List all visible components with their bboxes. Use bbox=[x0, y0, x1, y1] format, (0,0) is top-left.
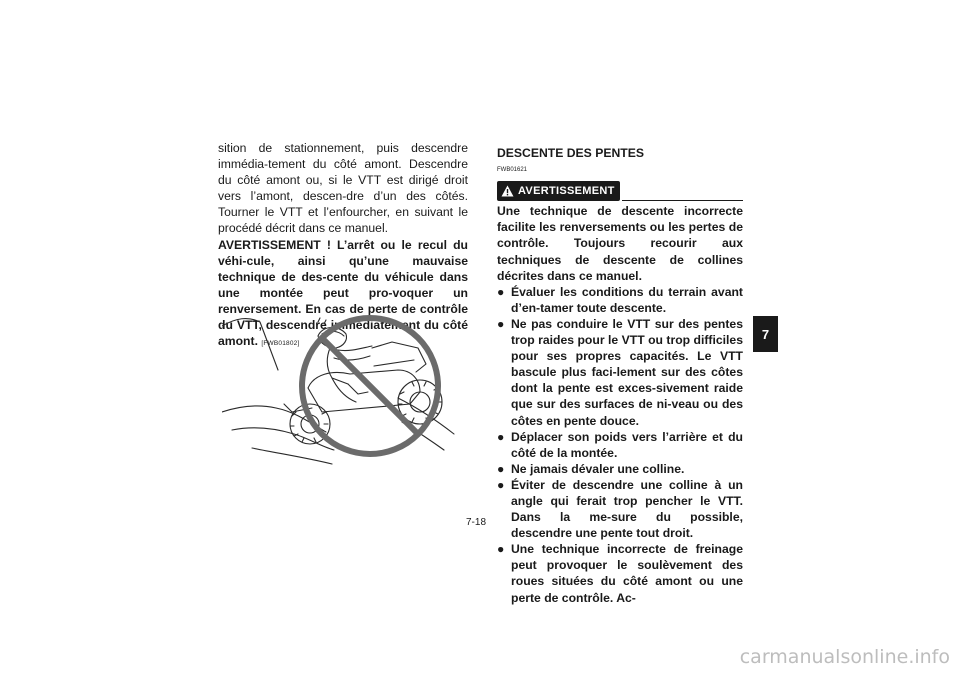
list-item bbox=[497, 284, 743, 316]
list-item-text: Déplacer son poids vers l’arrière et du côté de la montée. bbox=[511, 429, 743, 460]
bullet-icon: ● bbox=[497, 542, 505, 557]
warning-badge bbox=[497, 181, 620, 201]
section-heading: DESCENTE DES PENTES bbox=[497, 146, 644, 160]
list-item-text: Évaluer les conditions du terrain avant d’en-tamer toute descente. bbox=[511, 284, 743, 315]
left-warning-text: AVERTISSEMENT ! L’arrêt ou le recul du véhi-cule, ainsi qu’une mauvaise technique de des-cente du véhicule dans une montée peut pro-voquer un renversement. En cas de perte de contrôle du VTT, descendre immédiatement du côté amont. bbox=[218, 237, 468, 349]
warning-label: AVERTISSEMENT bbox=[518, 185, 615, 198]
list-item-text: Ne jamais dévaler une colline. bbox=[511, 461, 685, 476]
bullet-icon: ● bbox=[497, 461, 505, 476]
watermark: carmanualsonline.info bbox=[739, 646, 950, 668]
atv-downhill-prohibited-illustration bbox=[222, 308, 472, 468]
warning-bullet-list bbox=[497, 284, 743, 606]
list-item-text: Ne pas conduire le VTT sur des pentes trop raides pour le VTT ou trop difficiles pour ses propres capacités. Le VTT bascule plus faci-lement sur des côtes dont la pente est exces-sivement raide que sur des surfaces de ni-veau ou des côtes en pente douce. bbox=[511, 316, 743, 428]
warning-header bbox=[497, 181, 743, 201]
left-warning-code: [FWB01802] bbox=[261, 340, 300, 348]
bullet-icon: ● bbox=[497, 477, 505, 492]
warning-code: FWB01621 bbox=[497, 167, 528, 174]
warning-triangle-icon bbox=[501, 185, 514, 197]
warning-text: Une technique de descente incorrecte facilite les renversements ou les pertes de contrôle. Toujours recourir aux techniques de descente de collines décrites dans ce manuel. bbox=[497, 204, 743, 283]
list-item-text: Une technique incorrecte de freinage peut provoquer le soulèvement des roues situées du côté amont ou une perte de contrôle. Ac- bbox=[511, 542, 743, 605]
bullet-icon: ● bbox=[497, 316, 505, 331]
page-number: 7-18 bbox=[466, 517, 487, 528]
list-item bbox=[497, 541, 743, 605]
chapter-tab: 7 bbox=[753, 316, 778, 352]
list-item-text: Éviter de descendre une colline à un angle qui ferait trop pencher le VTT. Dans la me-sure du possible, descendre une pente tout droit. bbox=[511, 477, 743, 541]
list-item bbox=[497, 316, 743, 429]
left-paragraph: sition de stationnement, puis descendre immédia-tement du côté amont. Descendre du côté amont ou, si le VTT est dirigé droit vers l’amont, descen-dre d’un des côtés. Tourner le VTT et l’enfourcher, en suivant le procédé décrit dans ce manuel. bbox=[218, 141, 468, 236]
bullet-icon: ● bbox=[497, 429, 505, 444]
list-item bbox=[497, 461, 743, 477]
list-item bbox=[497, 477, 743, 541]
right-column bbox=[497, 140, 743, 606]
warning-rule bbox=[622, 200, 743, 201]
list-item bbox=[497, 429, 743, 461]
bullet-icon: ● bbox=[497, 284, 505, 299]
